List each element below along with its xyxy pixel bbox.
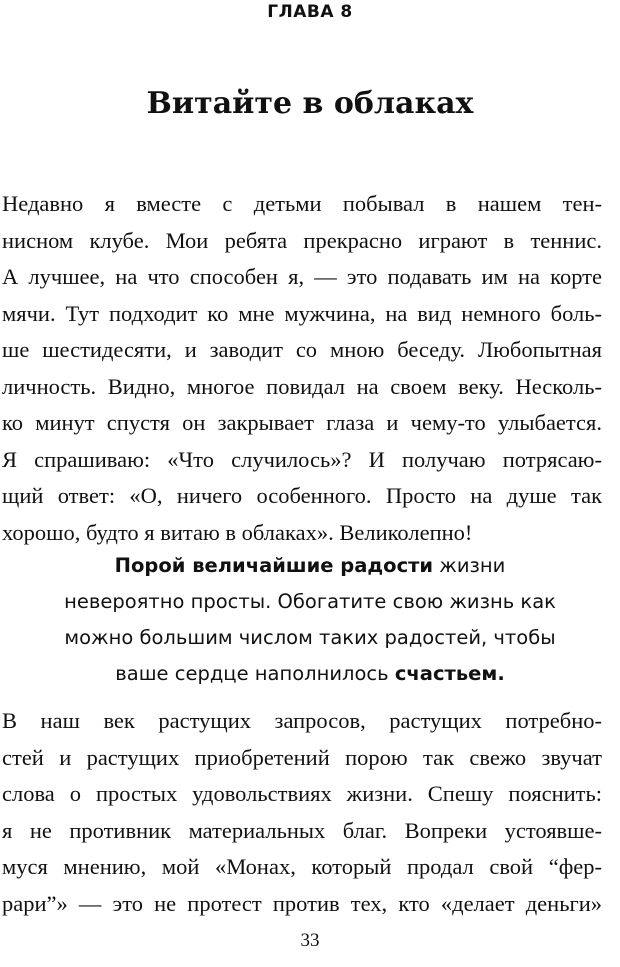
text-line: мячи. Тут подходит ко мне мужчина, на вид немного боль- <box>2 300 602 326</box>
text-line: В наш век растущих запросов, растущих потребно- <box>2 708 602 733</box>
chapter-title: Витайте в облаках <box>146 86 474 121</box>
text-line: А лучшее, на что способен я, — это подавать им на корте <box>2 264 602 289</box>
text-line: хорошо, будто я витаю в облаках». Великолепно! <box>2 519 473 545</box>
quote-line: невероятно просты. Обогатите свою жизнь как <box>64 590 556 613</box>
text-line: стей и растущих приобретений порою так свежо звучат <box>2 744 602 770</box>
text-line: Я спрашиваю: «Что случилось»? И получаю потрясаю- <box>2 446 602 472</box>
text-line: рари”» — это не протест против тех, кто «делает деньги» <box>2 890 602 916</box>
text-line: ше шестидесяти, и заводит со мною беседу. Любопытная <box>2 337 602 362</box>
quote-text: жизни <box>433 554 506 577</box>
quote-emphasis: счастьем. <box>394 662 505 685</box>
paragraph-continuation <box>2 703 602 922</box>
text-line: щий ответ: «О, ничего особенного. Просто на душе так <box>2 483 602 508</box>
text-line: ко минут спустя он закрывает глаза и чему-то улыбается. <box>2 410 602 435</box>
quote-emphasis: Порой величайшие радости <box>114 554 434 577</box>
text-line: нисном клубе. Мои ребята прекрасно играют в теннис. <box>2 227 602 253</box>
quote-text: ваше сердце наполнилось <box>115 662 395 685</box>
text-line: личность. Видно, многое повидал на своем веку. Несколь- <box>2 373 602 399</box>
chapter-label: ГЛАВА 8 <box>267 2 353 22</box>
quote-line <box>0 548 620 584</box>
text-line: Недавно я вместе с детьми побывал в нашем тен- <box>2 191 602 216</box>
quote-line: можно большим числом таких радостей, чтобы <box>64 626 556 649</box>
page-number: 33 <box>300 930 320 951</box>
pull-quote <box>0 548 620 692</box>
text-line: муся мнению, мой «Монах, который продал свой “фер- <box>2 854 602 879</box>
text-line: я не противник материальных благ. Вопреки устоявше- <box>2 817 602 843</box>
quote-line <box>0 656 620 692</box>
paragraph-intro <box>2 186 602 551</box>
text-line: слова о простых удовольствиях жизни. Спешу пояснить: <box>2 781 602 806</box>
